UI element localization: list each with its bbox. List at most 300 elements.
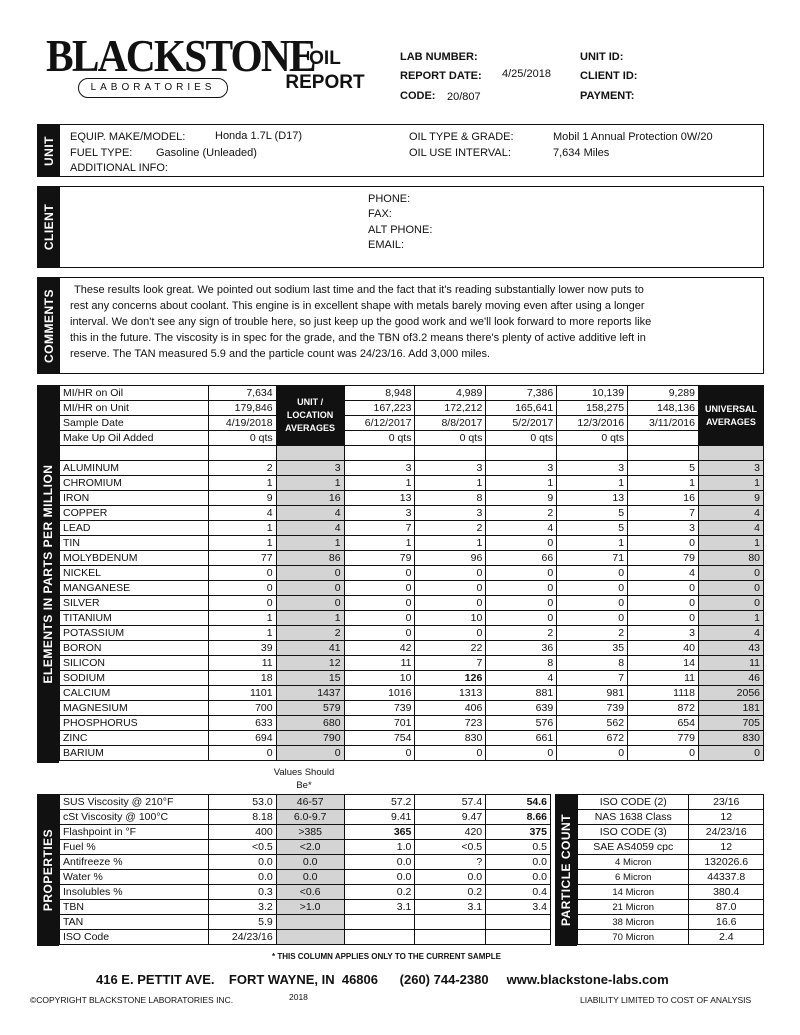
past-element-value: 0 (415, 596, 486, 611)
past-property-value: 3.4 (486, 900, 551, 915)
past-element-value: 0 (486, 611, 557, 626)
universal-average-value: 705 (698, 716, 763, 731)
universal-average-value: 4 (698, 506, 763, 521)
universal-average-value: 830 (698, 731, 763, 746)
spacer-cell (276, 446, 344, 461)
element-name: PHOSPHORUS (60, 716, 209, 731)
particle-row (578, 825, 764, 840)
past-element-value: 5 (557, 521, 628, 536)
particle-label: 21 Micron (578, 900, 689, 915)
property-name: Flashpoint in °F (60, 825, 209, 840)
past-element-value: 0 (486, 536, 557, 551)
past-sample-value: 4,989 (415, 386, 486, 401)
unit-average-value: 1 (276, 611, 344, 626)
particle-value: 12 (689, 840, 764, 855)
element-row (60, 611, 764, 626)
universal-average-value: 4 (698, 521, 763, 536)
unit-average-value: 790 (276, 731, 344, 746)
property-row (60, 840, 551, 855)
element-row (60, 671, 764, 686)
past-element-value: 66 (486, 551, 557, 566)
sample-info-row (60, 386, 764, 401)
past-sample-value (628, 431, 699, 446)
element-name: NICKEL (60, 566, 209, 581)
unit-average-value: 2 (276, 626, 344, 641)
past-element-value: 36 (486, 641, 557, 656)
element-row (60, 596, 764, 611)
past-element-value: 881 (486, 686, 557, 701)
unit-side-label: UNIT (38, 125, 60, 176)
current-element-value: 0 (208, 746, 276, 761)
past-element-value: 40 (628, 641, 699, 656)
past-element-value: 0 (344, 581, 415, 596)
additional-info-label: ADDITIONAL INFO: (70, 162, 168, 174)
particle-row (578, 795, 764, 810)
current-element-value: 1101 (208, 686, 276, 701)
element-name: POTASSIUM (60, 626, 209, 641)
spacer-cell (698, 446, 763, 461)
past-element-value: 779 (628, 731, 699, 746)
unit-average-value: 3 (276, 461, 344, 476)
universal-average-value: 1 (698, 476, 763, 491)
past-element-value: 8 (557, 656, 628, 671)
spacer-cell (486, 446, 557, 461)
current-element-value: 18 (208, 671, 276, 686)
past-element-value: 1 (628, 476, 699, 491)
current-element-value: 0 (208, 596, 276, 611)
code-value: 20/807 (447, 91, 481, 103)
current-sample-value: 179,846 (208, 401, 276, 416)
element-row (60, 581, 764, 596)
past-element-value: 3 (344, 461, 415, 476)
past-element-value: 2 (415, 521, 486, 536)
particle-value: 24/23/16 (689, 825, 764, 840)
past-element-value: 0 (344, 596, 415, 611)
past-element-value: 0 (628, 581, 699, 596)
elements-table (59, 385, 764, 761)
particle-value: 87.0 (689, 900, 764, 915)
universal-average-value: 1 (698, 536, 763, 551)
past-property-value: 8.66 (486, 810, 551, 825)
comment-line: These results look great. We pointed out sodium last time and the fact that it's reading substantially lower now puts to (74, 284, 644, 296)
past-property-value: 0.0 (344, 855, 415, 870)
past-element-value: 96 (415, 551, 486, 566)
past-element-value: 1313 (415, 686, 486, 701)
past-sample-value: 167,223 (344, 401, 415, 416)
element-row (60, 566, 764, 581)
unit-average-value: 1 (276, 476, 344, 491)
past-element-value: 3 (628, 521, 699, 536)
particle-count-side-label: PARTICLE COUNT (555, 794, 577, 946)
particle-value: 132026.6 (689, 855, 764, 870)
past-property-value (415, 930, 486, 945)
past-element-value: 4 (486, 671, 557, 686)
past-property-value: 57.4 (415, 795, 486, 810)
element-name: TITANIUM (60, 611, 209, 626)
current-property-value: 0.0 (208, 870, 276, 885)
particle-row (578, 930, 764, 945)
past-property-value: 3.1 (415, 900, 486, 915)
element-row (60, 716, 764, 731)
unit-average-value: 680 (276, 716, 344, 731)
current-element-value: 1 (208, 521, 276, 536)
current-element-value: 700 (208, 701, 276, 716)
past-property-value: 1.0 (344, 840, 415, 855)
past-property-value: 0.2 (415, 885, 486, 900)
past-element-value: 22 (415, 641, 486, 656)
property-spec-value (276, 930, 344, 945)
past-element-value: 1016 (344, 686, 415, 701)
element-name: CHROMIUM (60, 476, 209, 491)
past-element-value: 4 (628, 566, 699, 581)
email-label: EMAIL: (368, 239, 405, 251)
particle-label: SAE AS4059 cpc (578, 840, 689, 855)
past-element-value: 0 (557, 611, 628, 626)
past-sample-value: 7,386 (486, 386, 557, 401)
past-element-value: 872 (628, 701, 699, 716)
unit-average-value: 41 (276, 641, 344, 656)
element-name: IRON (60, 491, 209, 506)
oil-type-label: OIL TYPE & GRADE: (409, 131, 514, 143)
copyright: ©COPYRIGHT BLACKSTONE LABORATORIES INC. (30, 995, 234, 1005)
sample-info-row (60, 431, 764, 446)
unit-section (37, 124, 764, 177)
properties-side-label: PROPERTIES (37, 794, 59, 946)
property-spec-value: 6.0-9.7 (276, 810, 344, 825)
element-name: CALCIUM (60, 686, 209, 701)
logo-subtitle: LABORATORIES (78, 78, 228, 98)
past-sample-value: 165,641 (486, 401, 557, 416)
particle-row (578, 840, 764, 855)
unit-average-value: 4 (276, 521, 344, 536)
past-sample-value: 0 qts (344, 431, 415, 446)
property-spec-value: 0.0 (276, 870, 344, 885)
past-element-value: 0 (486, 566, 557, 581)
current-property-value: 400 (208, 825, 276, 840)
unit-id-label: UNIT ID: (580, 51, 624, 63)
past-sample-value: 8,948 (344, 386, 415, 401)
property-row (60, 825, 551, 840)
current-property-value: 0.0 (208, 855, 276, 870)
element-name: SODIUM (60, 671, 209, 686)
past-property-value: 375 (486, 825, 551, 840)
past-element-value: 723 (415, 716, 486, 731)
particle-label: ISO CODE (2) (578, 795, 689, 810)
element-name: MAGNESIUM (60, 701, 209, 716)
universal-average-value: 1 (698, 611, 763, 626)
past-element-value: 2 (486, 626, 557, 641)
past-element-value: 562 (557, 716, 628, 731)
past-property-value (344, 930, 415, 945)
past-element-value: 8 (415, 491, 486, 506)
past-element-value: 754 (344, 731, 415, 746)
past-element-value: 3 (628, 626, 699, 641)
past-element-value: 701 (344, 716, 415, 731)
past-element-value: 71 (557, 551, 628, 566)
universal-average-value: 46 (698, 671, 763, 686)
report-date-value: 4/25/2018 (502, 68, 551, 80)
past-element-value: 0 (486, 581, 557, 596)
sample-info-label: Make Up Oil Added (60, 431, 209, 446)
past-element-value: 5 (628, 461, 699, 476)
client-id-label: CLIENT ID: (580, 70, 638, 82)
element-row (60, 461, 764, 476)
element-row (60, 641, 764, 656)
property-name: Antifreeze % (60, 855, 209, 870)
current-element-value: 1 (208, 536, 276, 551)
particle-row (578, 870, 764, 885)
comment-line: this in the future. The viscosity is in spec for the grade, and the TBN of3.2 means there's plenty of active additive left in (70, 332, 646, 344)
sample-info-label: Sample Date (60, 416, 209, 431)
element-row (60, 656, 764, 671)
element-row (60, 491, 764, 506)
spacer-cell (208, 446, 276, 461)
sample-info-row (60, 416, 764, 431)
current-element-value: 0 (208, 581, 276, 596)
phone-label: PHONE: (368, 193, 411, 205)
fuel-value: Gasoline (Unleaded) (156, 147, 257, 159)
past-element-value: 2 (486, 506, 557, 521)
sample-info-label: MI/HR on Oil (60, 386, 209, 401)
particle-value: 16.6 (689, 915, 764, 930)
particle-label: 14 Micron (578, 885, 689, 900)
unit-average-value: 0 (276, 566, 344, 581)
universal-average-value: 80 (698, 551, 763, 566)
past-element-value: 11 (344, 656, 415, 671)
current-element-value: 2 (208, 461, 276, 476)
unit-average-value: 0 (276, 581, 344, 596)
past-property-value: 54.6 (486, 795, 551, 810)
oil-type-value: Mobil 1 Annual Protection 0W/20 (553, 131, 713, 143)
unit-average-value: 12 (276, 656, 344, 671)
past-element-value: 9 (486, 491, 557, 506)
past-element-value: 739 (557, 701, 628, 716)
element-name: BORON (60, 641, 209, 656)
past-element-value: 42 (344, 641, 415, 656)
past-element-value: 1 (415, 476, 486, 491)
payment-label: PAYMENT: (580, 90, 635, 102)
fuel-label: FUEL TYPE: (70, 147, 133, 159)
liability-notice: LIABILITY LIMITED TO COST OF ANALYSIS (580, 995, 752, 1005)
lab-number-label: LAB NUMBER: (400, 51, 478, 63)
past-element-value: 1 (344, 536, 415, 551)
universal-average-value: 0 (698, 596, 763, 611)
past-element-value: 1 (557, 476, 628, 491)
past-property-value: 9.41 (344, 810, 415, 825)
past-element-value: 672 (557, 731, 628, 746)
particle-label: ISO CODE (3) (578, 825, 689, 840)
unit-average-value: 4 (276, 506, 344, 521)
past-property-value: ? (415, 855, 486, 870)
property-row (60, 900, 551, 915)
past-element-value: 0 (344, 611, 415, 626)
universal-average-value: 11 (698, 656, 763, 671)
current-element-value: 1 (208, 626, 276, 641)
element-row (60, 731, 764, 746)
equip-value: Honda 1.7L (D17) (215, 130, 303, 142)
past-property-value: 0.0 (486, 855, 551, 870)
past-element-value: 1 (557, 536, 628, 551)
oil-interval-value: 7,634 Miles (553, 147, 610, 159)
past-element-value: 406 (415, 701, 486, 716)
past-element-value: 0 (557, 596, 628, 611)
current-element-value: 11 (208, 656, 276, 671)
past-element-value: 3 (557, 461, 628, 476)
unit-average-value: 1 (276, 536, 344, 551)
past-element-value: 14 (628, 656, 699, 671)
comment-line: rest any concerns about coolant. This engine is in excellent shape with metals barely moving even after using a longer (70, 300, 645, 312)
past-property-value: 0.5 (486, 840, 551, 855)
current-element-value: 9 (208, 491, 276, 506)
element-row (60, 521, 764, 536)
property-row (60, 795, 551, 810)
property-spec-value: >385 (276, 825, 344, 840)
universal-average-value: 43 (698, 641, 763, 656)
past-element-value: 7 (344, 521, 415, 536)
property-row (60, 855, 551, 870)
past-element-value: 13 (344, 491, 415, 506)
fax-label: FAX: (368, 208, 392, 220)
past-sample-value: 12/3/2016 (557, 416, 628, 431)
property-name: Fuel % (60, 840, 209, 855)
property-name: TBN (60, 900, 209, 915)
particle-row (578, 810, 764, 825)
client-side-label: CLIENT (38, 187, 60, 267)
past-element-value: 79 (628, 551, 699, 566)
universal-average-value: 4 (698, 626, 763, 641)
past-property-value: 0.2 (344, 885, 415, 900)
past-property-value: 57.2 (344, 795, 415, 810)
property-name: TAN (60, 915, 209, 930)
particle-row (578, 900, 764, 915)
past-element-value: 13 (557, 491, 628, 506)
past-sample-value: 0 qts (557, 431, 628, 446)
past-sample-value: 8/8/2017 (415, 416, 486, 431)
past-element-value: 16 (628, 491, 699, 506)
past-element-value: 7 (628, 506, 699, 521)
element-row (60, 506, 764, 521)
particle-value: 12 (689, 810, 764, 825)
element-name: SILVER (60, 596, 209, 611)
particle-row (578, 915, 764, 930)
unit-average-value: 86 (276, 551, 344, 566)
spacer-cell (60, 446, 209, 461)
oil-interval-label: OIL USE INTERVAL: (409, 147, 511, 159)
current-element-value: 77 (208, 551, 276, 566)
past-property-value (344, 915, 415, 930)
element-row (60, 686, 764, 701)
element-name: ALUMINUM (60, 461, 209, 476)
report-date-label: REPORT DATE: (400, 70, 482, 82)
comment-line: reserve. The TAN measured 5.9 and the particle count was 24/23/16. Add 3,000 miles. (70, 348, 491, 360)
property-row (60, 930, 551, 945)
past-element-value: 654 (628, 716, 699, 731)
particle-count-table (577, 794, 764, 945)
unit-average-value: 579 (276, 701, 344, 716)
universal-average-value: 181 (698, 701, 763, 716)
element-name: COPPER (60, 506, 209, 521)
element-row (60, 626, 764, 641)
values-should-be-label: Values Should Be* (273, 767, 335, 791)
client-section (37, 186, 764, 268)
past-element-value: 0 (557, 746, 628, 761)
past-element-value: 981 (557, 686, 628, 701)
past-element-value: 3 (415, 461, 486, 476)
property-spec-value: 46-57 (276, 795, 344, 810)
past-element-value: 35 (557, 641, 628, 656)
past-element-value: 0 (344, 746, 415, 761)
past-element-value: 0 (628, 611, 699, 626)
current-element-value: 0 (208, 566, 276, 581)
past-element-value: 79 (344, 551, 415, 566)
past-element-value: 3 (344, 506, 415, 521)
past-sample-value: 0 qts (486, 431, 557, 446)
report-title: OIL REPORT (285, 48, 365, 93)
particle-value: 44337.8 (689, 870, 764, 885)
past-element-value: 8 (486, 656, 557, 671)
current-property-value: 24/23/16 (208, 930, 276, 945)
current-element-value: 633 (208, 716, 276, 731)
particle-label: 38 Micron (578, 915, 689, 930)
past-element-value: 1118 (628, 686, 699, 701)
footer-address: 416 E. PETTIT AVE. FORT WAYNE, IN 46806 (260) 744-2380 www.blackstone-labs.com (96, 972, 669, 987)
current-property-value: <0.5 (208, 840, 276, 855)
particle-value: 380.4 (689, 885, 764, 900)
current-property-value: 0.3 (208, 885, 276, 900)
past-element-value: 0 (415, 626, 486, 641)
past-element-value: 7 (415, 656, 486, 671)
past-element-value: 1 (415, 536, 486, 551)
element-name: TIN (60, 536, 209, 551)
past-sample-value: 6/12/2017 (344, 416, 415, 431)
element-row (60, 536, 764, 551)
element-name: LEAD (60, 521, 209, 536)
past-element-value: 739 (344, 701, 415, 716)
current-element-value: 4 (208, 506, 276, 521)
past-element-value: 126 (415, 671, 486, 686)
past-element-value: 0 (415, 581, 486, 596)
property-spec-value: <2.0 (276, 840, 344, 855)
property-name: Water % (60, 870, 209, 885)
sample-info-row (60, 401, 764, 416)
unit-average-value: 15 (276, 671, 344, 686)
past-property-value: 0.4 (486, 885, 551, 900)
past-element-value: 0 (415, 746, 486, 761)
past-sample-value: 158,275 (557, 401, 628, 416)
universal-average-value: 0 (698, 581, 763, 596)
current-property-value: 53.0 (208, 795, 276, 810)
element-name: ZINC (60, 731, 209, 746)
spacer-row (60, 446, 764, 461)
past-element-value: 3 (415, 506, 486, 521)
past-element-value: 0 (344, 566, 415, 581)
current-sample-value: 4/19/2018 (208, 416, 276, 431)
particle-label: 70 Micron (578, 930, 689, 945)
sample-info-label: MI/HR on Unit (60, 401, 209, 416)
past-element-value: 5 (557, 506, 628, 521)
property-name: ISO Code (60, 930, 209, 945)
spacer-cell (628, 446, 699, 461)
past-element-value: 3 (486, 461, 557, 476)
past-element-value: 0 (415, 566, 486, 581)
past-element-value: 576 (486, 716, 557, 731)
property-spec-value: >1.0 (276, 900, 344, 915)
past-element-value: 0 (486, 596, 557, 611)
past-property-value: 3.1 (344, 900, 415, 915)
unit-averages-header: UNIT / LOCATION AVERAGES (276, 386, 344, 446)
past-property-value: 9.47 (415, 810, 486, 825)
property-spec-value: <0.6 (276, 885, 344, 900)
